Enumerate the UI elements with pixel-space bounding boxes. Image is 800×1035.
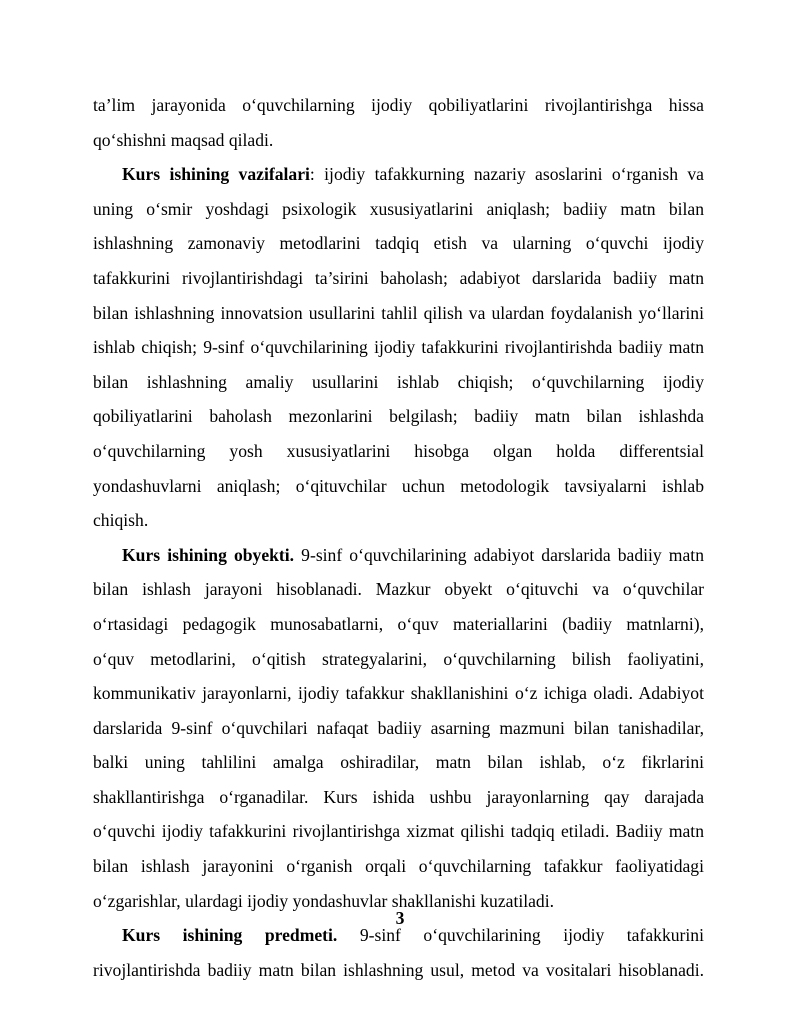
text-line: ishlab chiqish; 9-sinf o‘quvchilarining ijodiy tafakkurini rivojlantirishda badiiy matn [93,337,704,358]
text-line: o‘quvchilarning yosh xususiyatlarini hisobga olgan holda differentsial [93,440,704,461]
text-line: uning o‘smir yoshdagi psixologik xususiyatlarini aniqlash; badiiy matn bilan [93,198,704,219]
text-line: bilan ishlashning amaliy usullarini ishlab chiqish; o‘quvchilarning ijodiy [93,371,704,392]
subject-heading: Kurs ishining predmeti. [122,925,338,946]
text-line: bilan ishlash jarayonini o‘rganish orqali o‘quvchilarning tafakkur faoliyatidagi [93,856,704,877]
text-line: bilan ishlash jarayoni hisoblanadi. Mazkur obyekt o‘qituvchi va o‘quvchilar [93,579,704,600]
text-line: bilan ishlashning innovatsion usullarini tahlil qilish va ulardan foydalanish yo‘llarini [93,302,704,323]
tasks-heading: Kurs ishining vazifalari [122,164,310,185]
text-span: 9-sinf o‘quvchilarining ijodiy tafakkurini [337,925,704,946]
text-span: 9-sinf o‘quvchilarining adabiyot darslarida badiiy matn [294,544,704,565]
text-line: darslarida 9-sinf o‘quvchilari nafaqat badiiy asarning mazmuni bilan tanishadilar, [93,717,704,738]
text-line: balki uning tahlilini amalga oshiradilar, matn bilan ishlab, o‘z fikrlarini [93,752,704,773]
text-line: o‘quvchi ijodiy tafakkurini rivojlantirishga xizmat qilishi tadqiq etiladi. Badiiy matn [93,821,704,842]
text-line: o‘quv metodlarini, o‘qitish strategyalarini, o‘quvchilarning bilish faoliyatini, [93,648,704,669]
text-line: qo‘shishni maqsad qiladi. [93,129,274,150]
text-line: chiqish. [93,510,149,531]
text-span: : ijodiy tafakkurning nazariy asoslarini o‘rganish va [309,164,704,185]
text-line: yondashuvlarni aniqlash; o‘qituvchilar uchun metodologik tavsiyalarni ishlab [93,475,704,496]
paragraph-heading-line [93,538,704,573]
text-line: ishlashning zamonaviy metodlarini tadqiq etish va ularning o‘quvchi ijodiy [93,233,704,254]
text-line: shakllantirishga o‘rganadilar. Kurs ishida ushbu jarayonlarning qay darajada [93,786,704,807]
document-page [93,88,704,987]
text-line: o‘zgarishlar, ulardagi ijodiy yondashuvlar shakllanishi kuzatiladi. [93,890,555,911]
text-line: o‘rtasidagi pedagogik munosabatlarni, o‘quv materiallarini (badiiy matnlarni), [93,613,704,634]
text-line: qobiliyatlarini baholash mezonlarini belgilash; badiiy matn bilan ishlashda [93,406,704,427]
page-number: 3 [395,908,405,928]
text-line: kommunikativ jarayonlarni, ijodiy tafakkur shakllanishini o‘z ichiga oladi. Adabiyot [93,683,704,704]
text-line: rivojlantirishda badiiy matn bilan ishlashning usul, metod va vositalari hisoblanadi. [93,959,704,980]
text-line: tafakkurini rivojlantirishdagi ta’sirini baholash; adabiyot darslarida badiiy matn [93,267,704,288]
text-line: ta’lim jarayonida o‘quvchilarning ijodiy qobiliyatlarini rivojlantirishga hissa [93,95,704,115]
object-heading: Kurs ishining obyekti. [122,544,295,565]
paragraph-heading-line [93,157,704,192]
